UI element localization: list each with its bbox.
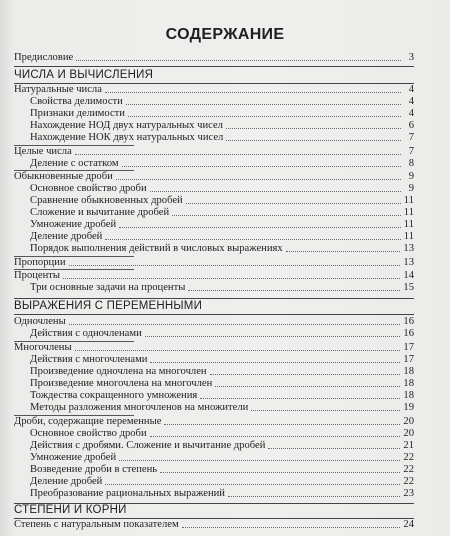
- dot-leader: [226, 127, 401, 129]
- toc-entry[interactable]: [14, 342, 414, 354]
- dot-leader: [119, 459, 400, 461]
- toc-entry[interactable]: [14, 108, 414, 120]
- dot-leader: [145, 335, 401, 337]
- dot-leader: [150, 361, 400, 363]
- section-heading: ЧИСЛА И ВЫЧИСЛЕНИЯ: [14, 69, 154, 81]
- dot-leader: [150, 435, 401, 437]
- toc-entry[interactable]: [14, 257, 414, 269]
- toc-entry[interactable]: [14, 402, 414, 414]
- toc-entry-preface[interactable]: [14, 52, 414, 64]
- dot-leader: [210, 373, 401, 375]
- entry-title: Проценты: [14, 270, 61, 281]
- toc-entry[interactable]: [14, 132, 414, 144]
- toc-entry[interactable]: [14, 378, 414, 390]
- toc-entry[interactable]: [14, 476, 414, 488]
- entry-title: Произведение многочлена на многочлен: [30, 378, 213, 389]
- toc-entry[interactable]: [14, 488, 414, 500]
- dot-leader: [105, 483, 400, 485]
- dot-leader: [105, 91, 401, 93]
- entry-title: Три основные задачи на проценты: [30, 282, 186, 293]
- entry-title: Основное свойство дроби: [30, 183, 147, 194]
- entry-page: 19: [403, 402, 414, 413]
- entry-title: Произведение одночлена на многочлен: [30, 366, 207, 377]
- entry-title: Тождества сокращенного умножения: [30, 390, 198, 401]
- entry-title: Предисловие: [14, 52, 74, 63]
- page-title: СОДЕРЖАНИЕ: [165, 26, 285, 43]
- toc-entry[interactable]: [14, 390, 414, 402]
- entry-page: 16: [403, 328, 414, 339]
- entry-title: Основное свойство дроби: [30, 428, 147, 439]
- entry-title: Умножение дробей: [30, 219, 117, 230]
- entry-page: 20: [403, 416, 414, 427]
- entry-page: 9: [408, 171, 414, 182]
- dot-leader: [226, 139, 401, 141]
- dot-leader: [128, 115, 401, 117]
- entry-title: Признаки делимости: [30, 108, 125, 119]
- entry-page: 13: [403, 243, 414, 254]
- dot-leader: [150, 190, 401, 192]
- entry-page: 3: [408, 52, 414, 63]
- entry-page: 22: [403, 452, 414, 463]
- entry-page: 9: [408, 183, 414, 194]
- dot-leader: [116, 178, 401, 180]
- entry-title: Преобразование рациональных выражений: [30, 488, 225, 499]
- section-divider: [14, 298, 414, 299]
- entry-page: 8: [408, 158, 414, 169]
- entry-page: 13: [403, 257, 414, 268]
- toc-entry[interactable]: [14, 195, 414, 207]
- dot-leader: [186, 202, 401, 204]
- entry-title: Действия с дробями. Сложение и вычитание дробей: [30, 440, 266, 451]
- dot-leader: [119, 226, 401, 228]
- entry-page: 17: [403, 342, 414, 353]
- entry-page: 17: [403, 354, 414, 365]
- entry-page: 11: [403, 231, 414, 242]
- entry-title: Сравнение обыкновенных дробей: [30, 195, 183, 206]
- dot-leader: [268, 447, 400, 449]
- entry-page: 6: [408, 120, 414, 131]
- entry-page: 22: [403, 464, 414, 475]
- dot-leader: [76, 59, 401, 61]
- divider: [14, 66, 414, 67]
- dot-leader: [105, 238, 400, 240]
- entry-page: 11: [403, 219, 414, 230]
- entry-page: 11: [403, 207, 414, 218]
- toc-entry[interactable]: [14, 316, 414, 328]
- entry-page: 20: [403, 428, 414, 439]
- entry-page: 7: [408, 146, 414, 157]
- entry-page: 11: [403, 195, 414, 206]
- entry-title: Обыкновенные дроби: [14, 171, 113, 182]
- entry-title: Целые числа: [14, 146, 72, 157]
- toc-entry[interactable]: [14, 84, 414, 96]
- toc-entry[interactable]: [14, 120, 414, 132]
- entry-title: Деление с остатком: [30, 158, 119, 169]
- entry-title: Методы разложения многочленов на множители: [30, 402, 249, 413]
- dot-leader: [251, 409, 400, 411]
- dot-leader: [200, 397, 400, 399]
- entry-page: 16: [403, 316, 414, 327]
- toc-entry[interactable]: [14, 440, 414, 452]
- entry-page: 14: [403, 270, 414, 281]
- dot-leader: [69, 264, 401, 266]
- dot-leader: [164, 423, 400, 425]
- toc-entry[interactable]: [14, 231, 414, 243]
- entry-title: Степень с натуральным показателем: [14, 519, 179, 530]
- toc-entry[interactable]: [14, 171, 414, 183]
- toc-entry[interactable]: [14, 158, 414, 170]
- entry-page: 18: [403, 366, 414, 377]
- entry-page: 4: [408, 96, 414, 107]
- entry-page: 18: [403, 390, 414, 401]
- toc-entry[interactable]: [14, 270, 414, 282]
- entry-title: Одночлены: [14, 316, 66, 327]
- entry-title: Дроби, содержащие переменные: [14, 416, 162, 427]
- entry-title: Нахождение НОК двух натуральных чисел: [30, 132, 224, 143]
- entry-page: 18: [403, 378, 414, 389]
- toc-entry[interactable]: [14, 366, 414, 378]
- toc-entry[interactable]: [14, 243, 414, 255]
- dot-leader: [215, 385, 400, 387]
- entry-page: 4: [408, 84, 414, 95]
- entry-page: 4: [408, 108, 414, 119]
- entry-title: Порядок выполнения действий в числовых выражениях: [30, 243, 283, 254]
- entry-title: Действия с одночленами: [30, 328, 142, 339]
- dot-leader: [228, 495, 400, 497]
- toc-entry[interactable]: [14, 428, 414, 440]
- toc-entry[interactable]: [14, 328, 414, 340]
- toc-entry[interactable]: [14, 207, 414, 219]
- toc-entry[interactable]: [14, 219, 414, 231]
- dot-leader: [75, 349, 401, 351]
- toc-entry[interactable]: [14, 354, 414, 366]
- dot-leader: [182, 526, 401, 528]
- section-divider: [14, 314, 414, 315]
- dot-leader: [69, 323, 401, 325]
- entry-title: Возведение дроби в степень: [30, 464, 158, 475]
- toc-entry[interactable]: [14, 519, 414, 531]
- dot-leader: [75, 153, 401, 155]
- entry-page: 22: [403, 476, 414, 487]
- dot-leader: [188, 289, 400, 291]
- toc-entry[interactable]: [14, 464, 414, 476]
- entry-page: 7: [408, 132, 414, 143]
- entry-page: 15: [403, 282, 414, 293]
- entry-title: Пропорции: [14, 257, 66, 268]
- section-heading: ВЫРАЖЕНИЯ С ПЕРЕМЕННЫМИ: [14, 300, 203, 312]
- entry-title: Свойства делимости: [30, 96, 123, 107]
- dot-leader: [160, 471, 400, 473]
- toc-entry[interactable]: [14, 416, 414, 428]
- entry-page: 21: [403, 440, 414, 451]
- toc-entry[interactable]: [14, 96, 414, 108]
- toc-entry[interactable]: [14, 282, 414, 294]
- dot-leader: [286, 250, 401, 252]
- entry-title: Действия с многочленами: [30, 354, 148, 365]
- entry-page: 24: [403, 519, 414, 530]
- dot-leader: [126, 103, 401, 105]
- entry-title: Нахождение НОД двух натуральных чисел: [30, 120, 223, 131]
- entry-title: Деление дробей: [30, 476, 103, 487]
- entry-title: Натуральные числа: [14, 84, 102, 95]
- entry-title: Умножение дробей: [30, 452, 117, 463]
- dot-leader: [172, 214, 401, 216]
- entry-title: Многочлены: [14, 342, 72, 353]
- section-heading: СТЕПЕНИ И КОРНИ: [14, 504, 127, 516]
- dot-leader: [122, 165, 401, 167]
- entry-page: 23: [403, 488, 414, 499]
- toc-entry[interactable]: [14, 452, 414, 464]
- toc-entry[interactable]: [14, 183, 414, 195]
- entry-title: Деление дробей: [30, 231, 103, 242]
- dot-leader: [63, 277, 400, 279]
- entry-title: Сложение и вычитание дробей: [30, 207, 170, 218]
- toc-entry[interactable]: [14, 146, 414, 158]
